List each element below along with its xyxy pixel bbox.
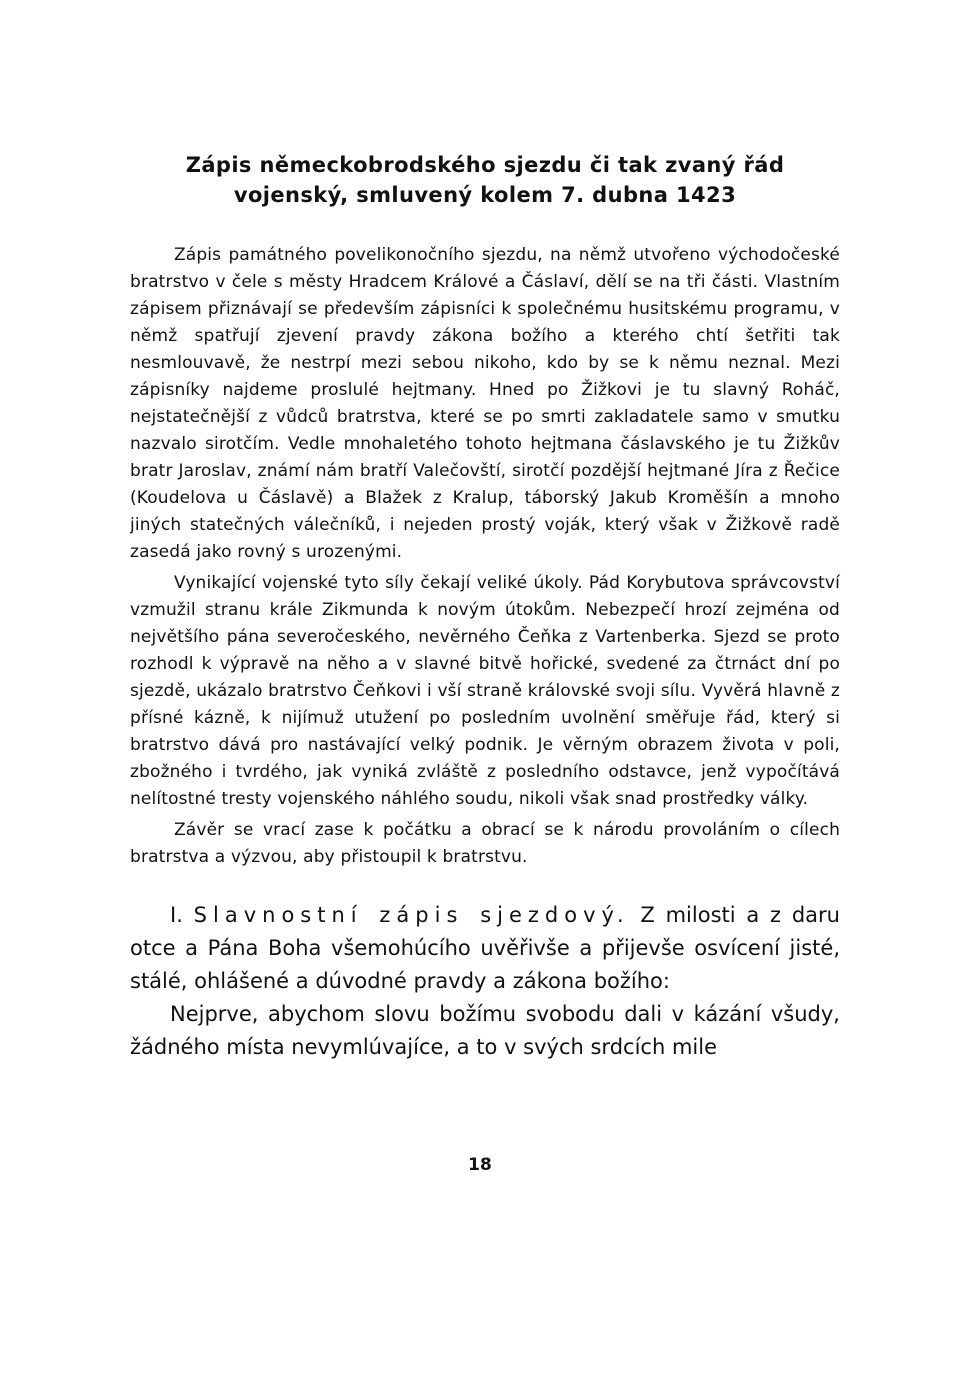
source-text: [130, 899, 840, 1064]
section-numeral: I.: [170, 903, 183, 927]
introduction: [130, 242, 840, 871]
source-paragraph-2: Nejprve, abychom slovu božímu svobodu dali v kázání všudy, žádného místa nevymlúvajíce, a to v svých srdcích mile: [130, 1002, 840, 1059]
chapter-title-line-2: vojenský, smluvený kolem 7. dubna 1423: [233, 183, 737, 207]
intro-paragraph-2: Vynikající vojenské tyto síly čekají veliké úkoly. Pád Korybutova správcovství vzmužil stranu krále Zikmunda k novým útokům. Nebezpečí hrozí zejména od největšího pána severočeského, nevěrného Čeňka z Vartenberka. Sjezd se proto rozhodl k výpravě na něho a v slavné bitvě hořické, svedené za čtrnáct dní po sjezdě, ukázalo bratrstvo Čeňkovi i vší straně královské svoji sílu. Vyvěrá hlavně z přísné kázně, k nijímuž utužení po posledním uvolnění směřuje řád, který si bratrstvo dává pro nastávající velký podnik. Je věrným obrazem života v poli, zbožného i tvrdého, jak vyniká zvláště z posledního odstavce, jenž vypočítává nelítostné tresty vojenského náhlého soudu, nikoli však snad prostředky války.: [130, 573, 840, 809]
source-text-1: Z milosti a z daru otce a Pána Boha všemohúcího uvěřivše a přijevše osvícení jisté, stálé, ohlášené a dúvodné pravdy a zákona božího:: [130, 903, 840, 993]
chapter-title: [130, 150, 840, 210]
intro-paragraph-1: Zápis památného povelikonočního sjezdu, na němž utvořeno východočeské bratrstvo v čele s městy Hradcem Králové a Čáslaví, dělí se na tři části. Vlastním zápisem přiznávají se především zápisníci k společnému husitskému programu, v němž spatřují zjevení pravdy zákona božího a kterého chtí šetřiti tak nesmlouvavě, že nestrpí mezi sebou nikoho, kdo by se k němu neznal. Mezi zápisníky najdeme proslulé hejtmany. Hned po Žižkovi je tu slavný Roháč, nejstatečnější z vůdců bratrstva, které se po smrti zakladatele samo v smutku nazvalo sirotčím. Vedle mnohaletého tohoto hejtmana čáslavského je tu Žižkův bratr Jaroslav, známí nám bratří Valečovští, sirotčí pozdější hejtmané Jíra z Řečice (Koudelova u Čáslavě) a Blažek z Kralup, táborský Jakub Kroměšín a mnoho jiných statečných válečníků, i nejeden prostý voják, který však v Žižkově radě zasedá jako rovný s urozenými.: [130, 245, 840, 562]
page-number: 18: [468, 1155, 492, 1175]
page-content: [130, 150, 840, 1064]
source-paragraph-1: [130, 899, 840, 998]
intro-paragraph-3: Závěr se vrací zase k počátku a obrací se k národu provoláním o cílech bratrstva a výzvou, aby přistoupil k bratrstvu.: [130, 820, 840, 867]
chapter-title-line-1: Zápis německobrodského sjezdu či tak zvaný řád: [185, 153, 785, 177]
section-heading: Slavnostní zápis sjezdový.: [193, 903, 630, 927]
